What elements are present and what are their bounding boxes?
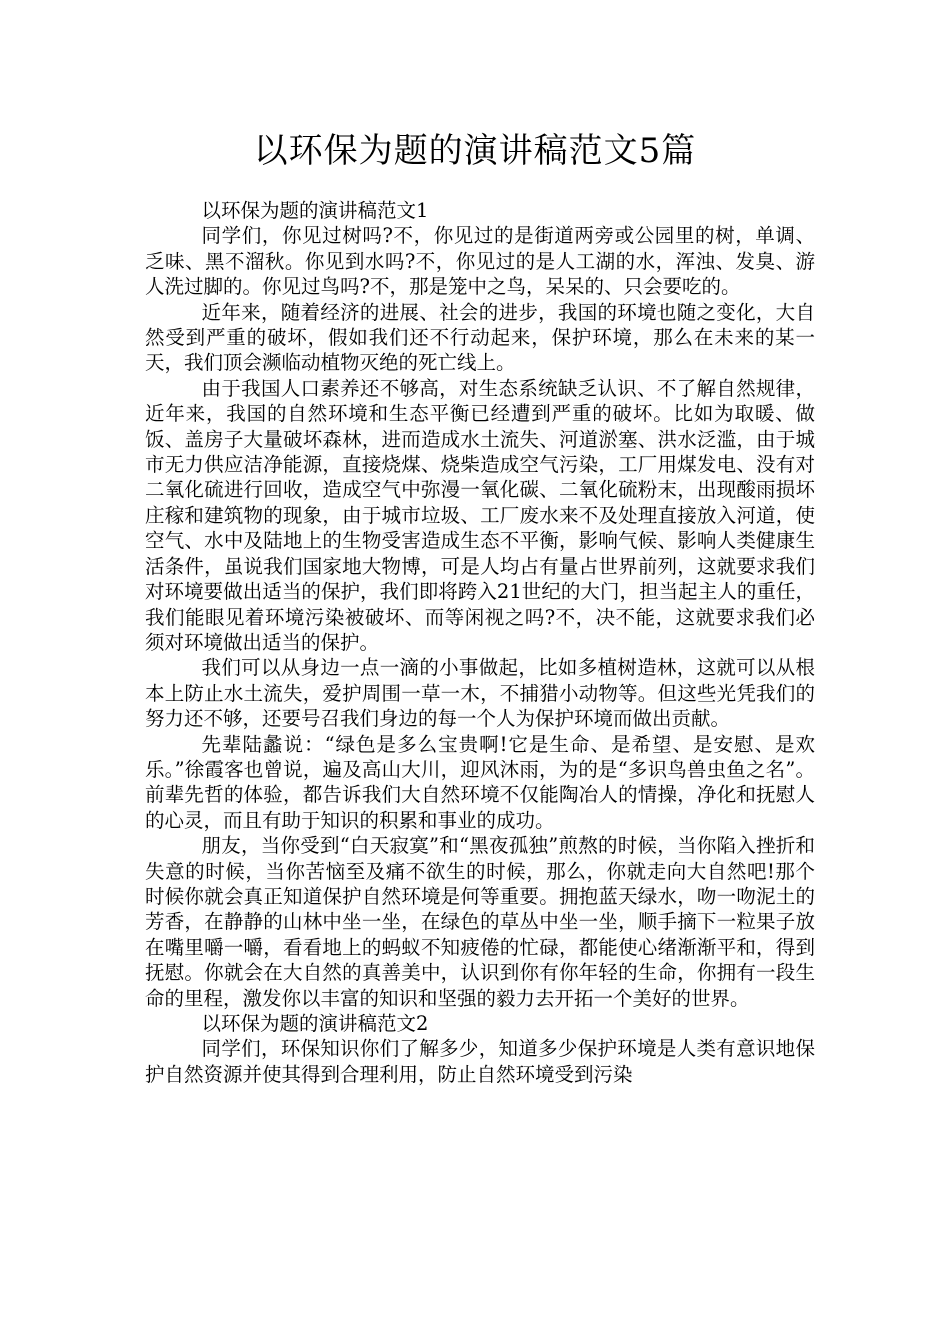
- paragraph: 由于我国人口素养还不够高，对生态系统缺乏认识、不了解自然规律，近年来，我国的自然环境和生态平衡已经遭到严重的破坏。比如为取暖、做饭、盖房子大量破坏森林，进而造成水土流失、河道淤塞、洪水泛滥，由于城市无力供应洁净能源，直接烧煤、烧柴造成空气污染，工厂用煤发电、没有对二氧化硫进行回收，造成空气中弥漫一氧化碳、二氧化硫粉末，出现酸雨损坏庄稼和建筑物的现象，由于城市垃圾、工厂废水来不及处理直接放入河道，使空气、水中及陆地上的生物受害造成生态不平衡，影响气候、影响人类健康生活条件，虽说我们国家地大物博，可是人均占有量占世界前列，这就要求我们对环境要做出适当的保护，我们即将跨入21世纪的大门，担当起主人的重任，我们能眼见着环境污染被破坏、而等闲视之吗?不，决不能，这就要求我们必须对环境做出适当的保护。: [145, 376, 815, 654]
- section-heading-2: 以环保为题的演讲稿范文2: [201, 1012, 429, 1035]
- paragraph: 同学们，环保知识你们了解多少，知道多少保护环境是人类有意识地保护自然资源并使其得到合理利用，防止自然环境受到污染: [145, 1037, 815, 1086]
- section-heading-1: 以环保为题的演讲稿范文1: [201, 199, 429, 222]
- document-body: [145, 198, 815, 1087]
- paragraph: 同学们，你见过树吗?不，你见过的是街道两旁或公园里的树，单调、乏味、黑不溜秋。你见到水吗?不，你见过的是人工湖的水，浑浊、发臭、游人洗过脚的。你见过鸟吗?不，那是笼中之鸟，呆呆的、只会要吃的。: [145, 224, 815, 299]
- paragraph: 我们可以从身边一点一滴的小事做起，比如多植树造林，这就可以从根本上防止水土流失，爱护周围一草一木，不捕猎小动物等。但这些光凭我们的努力还不够，还要号召我们身边的每一个人为保护环境而做出贡献。: [145, 656, 815, 731]
- document-title: 以环保为题的演讲稿范文5篇: [253, 131, 697, 171]
- paragraph: 先辈陆蠡说：“绿色是多么宝贵啊!它是生命、是希望、是安慰、是欢乐。”徐霞客也曾说，遍及高山大川，迎风沐雨，为的是“多识鸟兽虫鱼之名”。前辈先哲的体验，都告诉我们大自然环境不仅能陶冶人的情操，净化和抚慰人的心灵，而且有助于知识的积累和事业的成功。: [145, 732, 815, 832]
- paragraph: 朋友，当你受到“白天寂寞”和“黑夜孤独”煎熬的时候，当你陷入挫折和失意的时候，当你苦恼至及痛不欲生的时候，那么，你就走向大自然吧!那个时候你就会真正知道保护自然环境是何等重要。拥抱蓝天绿水，吻一吻泥土的芳香，在静静的山林中坐一坐，在绿色的草丛中坐一坐，顺手摘下一粒果子放在嘴里嚼一嚼，看看地上的蚂蚁不知疲倦的忙碌，都能使心绪渐渐平和，得到抚慰。你就会在大自然的真善美中，认识到你有你年轻的生命，你拥有一段生命的里程，激发你以丰富的知识和坚强的毅力去开拓一个美好的世界。: [145, 834, 815, 1010]
- paragraph: 近年来，随着经济的进展、社会的进步，我国的环境也随之变化，大自然受到严重的破坏，假如我们还不行动起来，保护环境，那么在未来的某一天，我们顶会濒临动植物灭绝的死亡线上。: [145, 300, 815, 375]
